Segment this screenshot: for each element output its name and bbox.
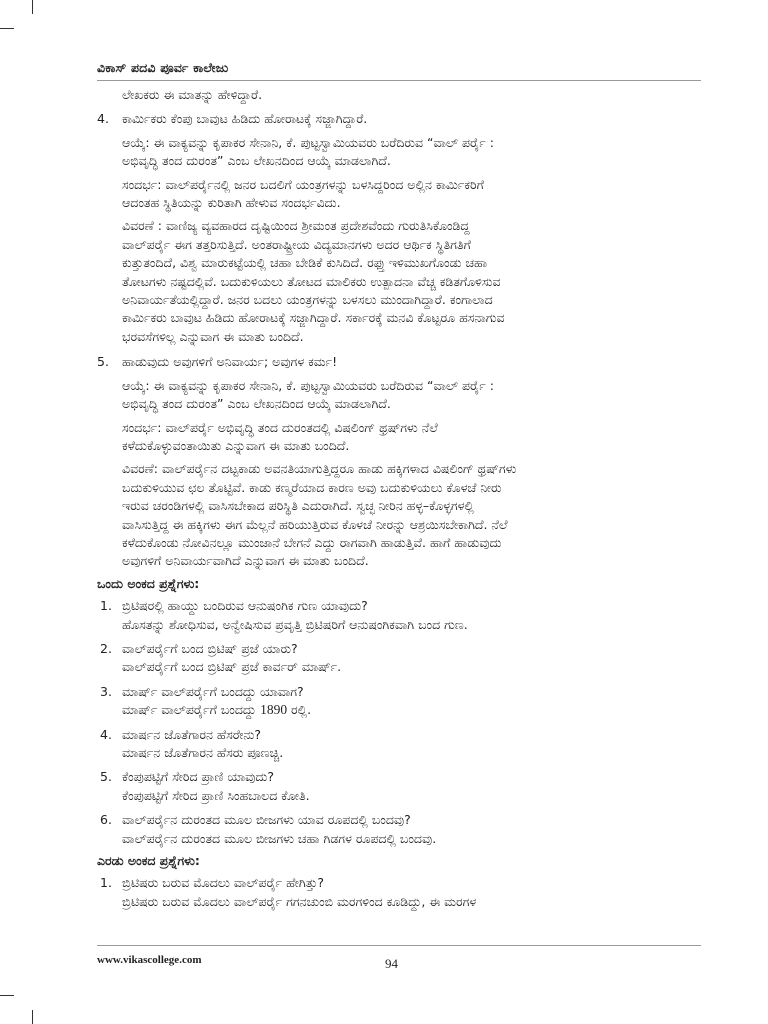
crop-mark-left-bottom — [0, 995, 14, 996]
footer-url: www.vikascollege.com — [97, 954, 202, 966]
page-content — [97, 86, 701, 911]
q4-vivarane-line-1: ವಿವರಣೆ : ವಾಣಿಜ್ಯ ವ್ಯವಹಾರದ ದೃಷ್ಟಿಯಿಂದ ಶ್ರೀಮಂತ ಪ್ರದೇಶವೆಂದು ಗುರುತಿಸಿಕೊಂಡಿದ್ದ — [122, 218, 470, 234]
question-number: 2. — [100, 640, 112, 656]
section-heading-two-mark: ಎರಡು ಅಂಕದ ಪ್ರಶ್ನೆಗಳು: — [97, 853, 200, 869]
question-5 — [97, 353, 701, 371]
one-mark-question-6 — [97, 811, 701, 848]
header-title: ವಿಕಾಸ್ ಪದವಿ ಪೂರ್ವ ಕಾಲೇಜು — [97, 60, 229, 75]
q4-vivarane-line-6: ಕಾರ್ಮಿಕರು ಬಾವುಟ ಹಿಡಿದು ಹೋರಾಟಕ್ಕೆ ಸಜ್ಜಾಗಿದ್ದಾರೆ. ಸರ್ಕಾರಕ್ಕೆ ಮನವಿ ಕೊಟ್ಟರೂ ಹಸನಾಗುವ — [122, 310, 505, 326]
one-mark-question-3 — [97, 683, 701, 720]
question-text: ಮಾರ್ಷನ ಜೊತೆಗಾರನ ಹೆಸರೇನು? — [122, 726, 261, 742]
one-mark-question-2 — [97, 640, 701, 677]
q4-vivarane — [97, 217, 701, 346]
page-number: 94 — [385, 956, 398, 971]
q4-sandarbha-line-1: ಸಂದರ್ಭ: ವಾಲ್‌ಪರ್ರೈನಲ್ಲಿ ಜನರ ಬದಲಿಗೆ ಯಂತ್ರಗಳನ್ನು ಬಳಸಿದ್ದರಿಂದ ಅಲ್ಲಿನ ಕಾರ್ಮಿಕರಿಗೆ — [122, 176, 484, 192]
question-text: ವಾಲ್‌ಪರ್ರೈನ ದುರಂತದ ಮೂಲ ಬೀಜಗಳು ಯಾವ ರೂಪದಲ್ಲಿ ಬಂದವು? — [122, 812, 411, 828]
footer-divider — [97, 945, 701, 946]
question-number: 6. — [100, 812, 112, 828]
question-number: 1. — [100, 598, 112, 614]
question-text: ಮಾರ್ಷ್ ವಾಲ್‌ಪರ್ರೈಗೆ ಬಂದದ್ದು ಯಾವಾಗ? — [122, 683, 304, 699]
answer-text: ಕೆಂಪುಪಟ್ಟಿಗೆ ಸೇರಿದ ಪ್ರಾಣಿ ಸಿಂಹಬಾಲದ ಕೋತಿ. — [122, 787, 310, 803]
q5-sandarbha-line-2: ಕಳೆದುಕೊಳ್ಳುವಂತಾಯಿತು ಎನ್ನುವಾಗ ಈ ಮಾತು ಬಂದಿದೆ. — [122, 437, 350, 453]
question-text: ಕಾರ್ಮಿಕರು ಕೆಂಪು ಬಾವುಟ ಹಿಡಿದು ಹೋರಾಟಕ್ಕೆ ಸಜ್ಜಾಗಿದ್ದಾರೆ. — [122, 111, 368, 127]
question-number: 5. — [100, 769, 112, 785]
question-number: 1. — [100, 875, 112, 891]
crop-mark-bottom — [32, 1010, 33, 1024]
two-mark-question-1 — [97, 874, 701, 911]
answer-text-start: ಮಾರ್ಷ್ ವಾಲ್‌ಪರ್ರೈಗೆ ಬಂದದ್ದು — [122, 702, 261, 718]
intro-line: ಲೇಖಕರು ಈ ಮಾತನ್ನು ಹೇಳಿದ್ದಾರೆ. — [122, 87, 263, 102]
answer-text: ವಾಲ್‌ಪರ್ರೈನ ದುರಂತದ ಮೂಲ ಬೀಜಗಳು ಚಹಾ ಗಿಡಗಳ ರೂಪದಲ್ಲಿ ಬಂದವು. — [122, 830, 437, 846]
q4-vivarane-line-3: ಕುತ್ತುತಂದಿದೆ, ವಿಶ್ವ ಮಾರುಕಟ್ಟೆಯಲ್ಲಿ ಚಹಾ ಬೇಡಿಕೆ ಕುಸಿದಿದೆ. ರಫ್ತು ಇಳಿಮುಖಗೊಂಡು ಚಹಾ — [122, 255, 488, 271]
q5-ayke-line-2: ಅಭಿವೃದ್ಧಿ ತಂದ ದುರಂತ” ಎಂಬ ಲೇಖನದಿಂದ ಆಯ್ಕೆ ಮಾಡಲಾಗಿದೆ. — [122, 396, 391, 412]
q4-sandarbha-line-2: ಆದಂತಹ ಸ್ಥಿತಿಯನ್ನು ಕುರಿತಾಗಿ ಹೇಳುವ ಸಂದರ್ಭವಿದು. — [122, 195, 341, 211]
question-4 — [97, 110, 701, 128]
question-text: ಬ್ರಿಟಿಷರು ಬರುವ ಮೊದಲು ವಾಲ್‌ಪರ್ರೈ ಹೇಗಿತ್ತು? — [122, 875, 325, 891]
answer-year: 1890 — [260, 702, 288, 718]
q4-ayke-line-2: ಅಭಿವೃದ್ಧಿ ತಂದ ದುರಂತ” ಎಂಬ ಲೇಖನದಿಂದ ಆಯ್ಕೆ ಮಾಡಲಾಗಿದೆ. — [122, 153, 391, 169]
question-number: 4. — [100, 726, 112, 742]
q4-ayke — [97, 134, 701, 171]
question-number: 5. — [97, 354, 109, 370]
q4-vivarane-line-4: ತೋಟಗಳು ನಷ್ಟದಲ್ಲಿವೆ. ಬದುಕುಳಿಯಲು ತೋಟದ ಮಾಲಿಕರು ಉತ್ಪಾದನಾ ವೆಚ್ಚ ಕಡಿತಗೊಳಿಸುವ — [122, 273, 501, 289]
question-text: ಕೆಂಪುಪಟ್ಟಿಗೆ ಸೇರಿದ ಪ್ರಾಣಿ ಯಾವುದು? — [122, 769, 275, 785]
question-number: 3. — [100, 683, 112, 699]
crop-mark-top — [32, 0, 33, 14]
q5-sandarbha — [97, 419, 701, 456]
q5-ayke-line-1: ಆಯ್ಕೆ: ಈ ವಾಕ್ಯವನ್ನು ಕೃಪಾಕರ ಸೇನಾನಿ, ಕೆ. ಪುಟ್ಟಸ್ವಾಮಿಯವರು ಬರೆದಿರುವ “ವಾಲ್ ಪರ್ರೈ : — [122, 377, 494, 393]
one-mark-question-4 — [97, 726, 701, 763]
one-mark-question-1 — [97, 597, 701, 634]
page-header — [97, 58, 701, 81]
answer-text: ಮಾರ್ಷನ ಜೊತೆಗಾರನ ಹೆಸರು ಪೂಣಚ್ಚಿ. — [122, 745, 284, 760]
q5-vivarane-line-2: ಬದುಕುಳಿಯುವ ಛಲ ತೊಟ್ಟಿವೆ. ಕಾಡು ಕಣ್ಮರೆಯಾದ ಕಾರಣ ಅವು ಬದುಕುಳಿಯಲು ಕೊಳಚೆ ನೀರು — [122, 479, 502, 495]
q5-vivarane-line-6: ಅವುಗಳಿಗೆ ಅನಿವಾರ್ಯವಾಗಿದೆ ಎನ್ನುವಾಗ ಈ ಮಾತು ಬಂದಿದೆ. — [122, 553, 369, 569]
q5-vivarane — [97, 460, 701, 570]
q4-vivarane-line-2: ವಾಲ್‌ಪರ್ರೈ ಈಗ ತತ್ತರಿಸುತ್ತಿದೆ. ಅಂತರಾಷ್ಟ್ರೀಯ ವಿದ್ಯಮಾನಗಳು ಅದರ ಆರ್ಥಿಕ ಸ್ಥಿತಿಗತಿಗೆ — [122, 236, 471, 252]
question-text: ಬ್ರಿಟಿಷರಲ್ಲಿ ಹಾಯ್ದು ಬಂದಿರುವ ಆನುಷಂಗಿಕ ಗುಣ ಯಾವುದು? — [122, 598, 368, 614]
q5-vivarane-line-3: ಇರುವ ಚರಂಡಿಗಳಲ್ಲಿ ವಾಸಿಸಬೇಕಾದ ಪರಿಸ್ಥಿತಿ ಎದುರಾಗಿದೆ. ಸ್ವಚ್ಛ ನೀರಿನ ಹಳ್ಳ–ಕೊಳ್ಳಗಳಲ್ಲಿ — [122, 498, 474, 514]
answer-text — [122, 701, 701, 719]
question-number: 4. — [97, 111, 109, 127]
question-text: ಹಾಡುವುದು ಅವುಗಳಿಗೆ ಅನಿವಾರ್ಯ; ಅವುಗಳ ಕರ್ಮ! — [122, 354, 338, 370]
q5-vivarane-line-5: ಕಳೆದುಕೊಂಡು ನೋವಿನಲ್ಲೂ ಮುಂಜಾನೆ ಬೇಗನೆ ಎದ್ದು ರಾಗವಾಗಿ ಹಾಡುತ್ತಿವೆ. ಹಾಗೆ ಹಾಡುವುದು — [122, 534, 502, 550]
q5-ayke — [97, 377, 701, 414]
answer-text: ಹೊಸತನ್ನು ಶೋಧಿಸುವ, ಅನ್ವೇಷಿಸುವ ಪ್ರವೃತ್ತಿ ಬ್ರಿಟಿಷರಿಗೆ ಆನುಷಂಗಿಕವಾಗಿ ಬಂದ ಗುಣ. — [122, 616, 468, 632]
q4-vivarane-line-7: ಭರವಸೆಗಳಿಲ್ಲ ಎನ್ನುವಾಗ ಈ ಮಾತು ಬಂದಿದೆ. — [122, 328, 304, 344]
q5-sandarbha-line-1: ಸಂದರ್ಭ: ವಾಲ್‌ಪರ್ರೈ ಅಭಿವೃದ್ಧಿ ತಂದ ದುರಂತದಲ್ಲಿ ವಿಷಲಿಂಗ್ ಥ್ರಷ್‌ಗಳು ನೆಲೆ — [122, 419, 438, 435]
answer-text-end: ರಲ್ಲಿ. — [287, 702, 312, 718]
q4-ayke-line-1: ಆಯ್ಕೆ: ಈ ವಾಕ್ಯವನ್ನು ಕೃಪಾಕರ ಸೇನಾನಿ, ಕೆ. ಪುಟ್ಟಸ್ವಾಮಿಯವರು ಬರೆದಿರುವ “ವಾಲ್ ಪರ್ರೈ : — [122, 134, 494, 150]
section-heading-one-mark: ಒಂದು ಅಂಕದ ಪ್ರಶ್ನೆಗಳು: — [97, 575, 200, 591]
answer-text: ವಾಲ್‌ಪರ್ರೈಗೆ ಬಂದ ಬ್ರಿಟಿಷ್ ಪ್ರಜೆ ಕಾರ್ವರ್ ಮಾರ್ಷ್. — [122, 659, 342, 675]
one-mark-question-5 — [97, 768, 701, 805]
q5-vivarane-line-1: ವಿವರಣೆ: ವಾಲ್‌ಪರ್ರೈನ ದಟ್ಟಕಾಡು ಅವನತಿಯಾಗುತ್ತಿದ್ದರೂ ಹಾಡು ಹಕ್ಕಿಗಳಾದ ವಿಷಲಿಂಗ್ ಥ್ರಷ್‌ಗಳು — [122, 461, 517, 477]
question-text: ವಾಲ್‌ಪರ್ರೈಗೆ ಬಂದ ಬ್ರಿಟಿಷ್ ಪ್ರಜೆ ಯಾರು? — [122, 640, 298, 656]
q5-vivarane-line-4: ವಾಸಿಸುತ್ತಿದ್ದ ಈ ಹಕ್ಕಿಗಳು ಈಗ ಮೆಲ್ಲನೆ ಹರಿಯುತ್ತಿರುವ ಕೊಳಚೆ ನೀರನ್ನು ಆಶ್ರಯಿಸಬೇಕಾಗಿದೆ. ನೆಲೆ — [122, 516, 508, 532]
answer-text: ಬ್ರಿಟಿಷರು ಬರುವ ಮೊದಲು ವಾಲ್‌ಪರ್ರೈ ಗಗನಚುಂಬಿ ಮರಗಳಿಂದ ಕೂಡಿದ್ದು, ಈ ಮರಗಳ — [122, 893, 477, 909]
q4-sandarbha — [97, 176, 701, 213]
q4-vivarane-line-5: ಅನಿವಾರ್ಯತೆಯಲ್ಲಿದ್ದಾರೆ. ಜನರ ಬದಲು ಯಂತ್ರಗಳನ್ನು ಬಳಸಲು ಮುಂದಾಗಿದ್ದಾರೆ. ಕಂಗಾಲಾದ — [122, 292, 493, 308]
crop-mark-left-top — [0, 28, 14, 29]
